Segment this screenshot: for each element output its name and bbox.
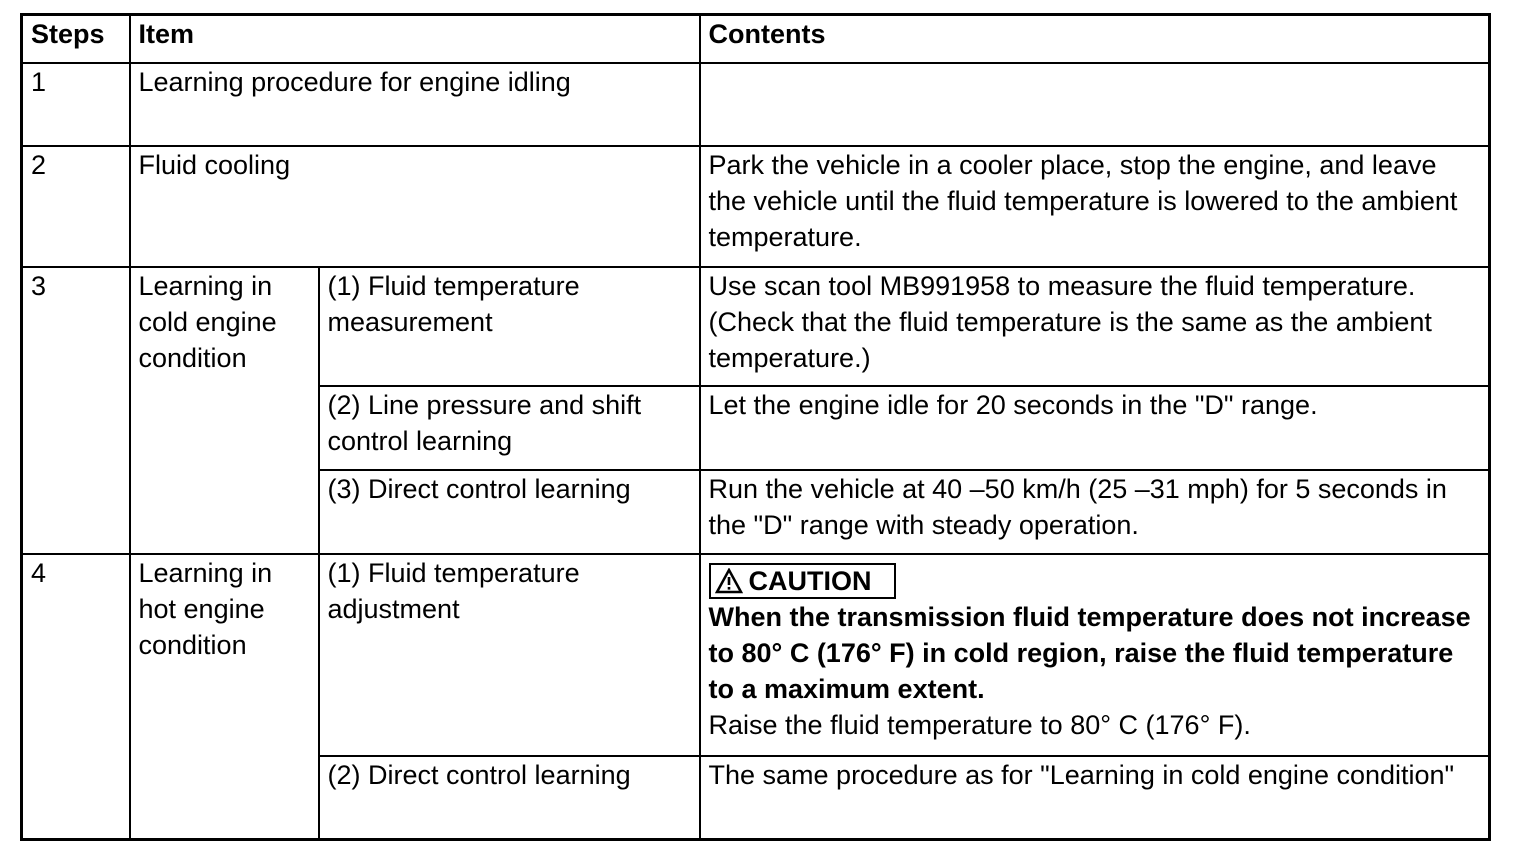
table-row <box>22 554 1490 756</box>
contents-cell: Use scan tool MB991958 to measure the fluid temperature. (Check that the fluid temperature is the same as the ambient temperature.) <box>700 267 1490 386</box>
caution-label: CAUTION <box>748 565 872 596</box>
warning-triangle-icon <box>715 568 743 594</box>
item-cell: Learning in cold engine condition <box>130 267 319 554</box>
caution-text: When the transmission fluid temperature does not increase to 80° C (176° F) in cold region, raise the fluid temperature to a maximum extent. <box>708 601 1471 704</box>
contents-cell: Park the vehicle in a cooler place, stop the engine, and leave the vehicle until the fluid temperature is lowered to the ambient temperature. <box>700 146 1490 267</box>
step-number: 2 <box>22 146 130 267</box>
sub-item-cell: (2) Direct control learning <box>319 756 700 840</box>
item-cell: Learning in hot engine condition <box>130 554 319 840</box>
step-number: 1 <box>22 63 130 146</box>
contents-text: Raise the fluid temperature to 80° C (176° F). <box>708 709 1251 740</box>
table-header-row <box>22 15 1490 63</box>
header-contents: Contents <box>700 15 1490 63</box>
contents-cell <box>700 63 1490 146</box>
table-row <box>22 63 1490 146</box>
step-number: 3 <box>22 267 130 554</box>
learning-procedure-table <box>20 13 1491 841</box>
sub-item-cell: (3) Direct control learning <box>319 470 700 554</box>
table-row <box>22 146 1490 267</box>
sub-item-cell: (2) Line pressure and shift control learning <box>319 386 700 470</box>
sub-item-cell: (1) Fluid temperature measurement <box>319 267 700 386</box>
caution-badge <box>709 563 896 599</box>
contents-cell <box>700 554 1490 756</box>
contents-cell: Run the vehicle at 40 –50 km/h (25 –31 mph) for 5 seconds in the "D" range with steady operation. <box>700 470 1490 554</box>
contents-cell: Let the engine idle for 20 seconds in the "D" range. <box>700 386 1490 470</box>
header-item: Item <box>130 15 700 63</box>
item-cell: Fluid cooling <box>130 146 700 267</box>
sub-item-cell: (1) Fluid temperature adjustment <box>319 554 700 756</box>
table-row <box>22 267 1490 386</box>
step-number: 4 <box>22 554 130 840</box>
contents-cell: The same procedure as for "Learning in cold engine condition" <box>700 756 1490 840</box>
header-steps: Steps <box>22 15 130 63</box>
item-cell: Learning procedure for engine idling <box>130 63 700 146</box>
